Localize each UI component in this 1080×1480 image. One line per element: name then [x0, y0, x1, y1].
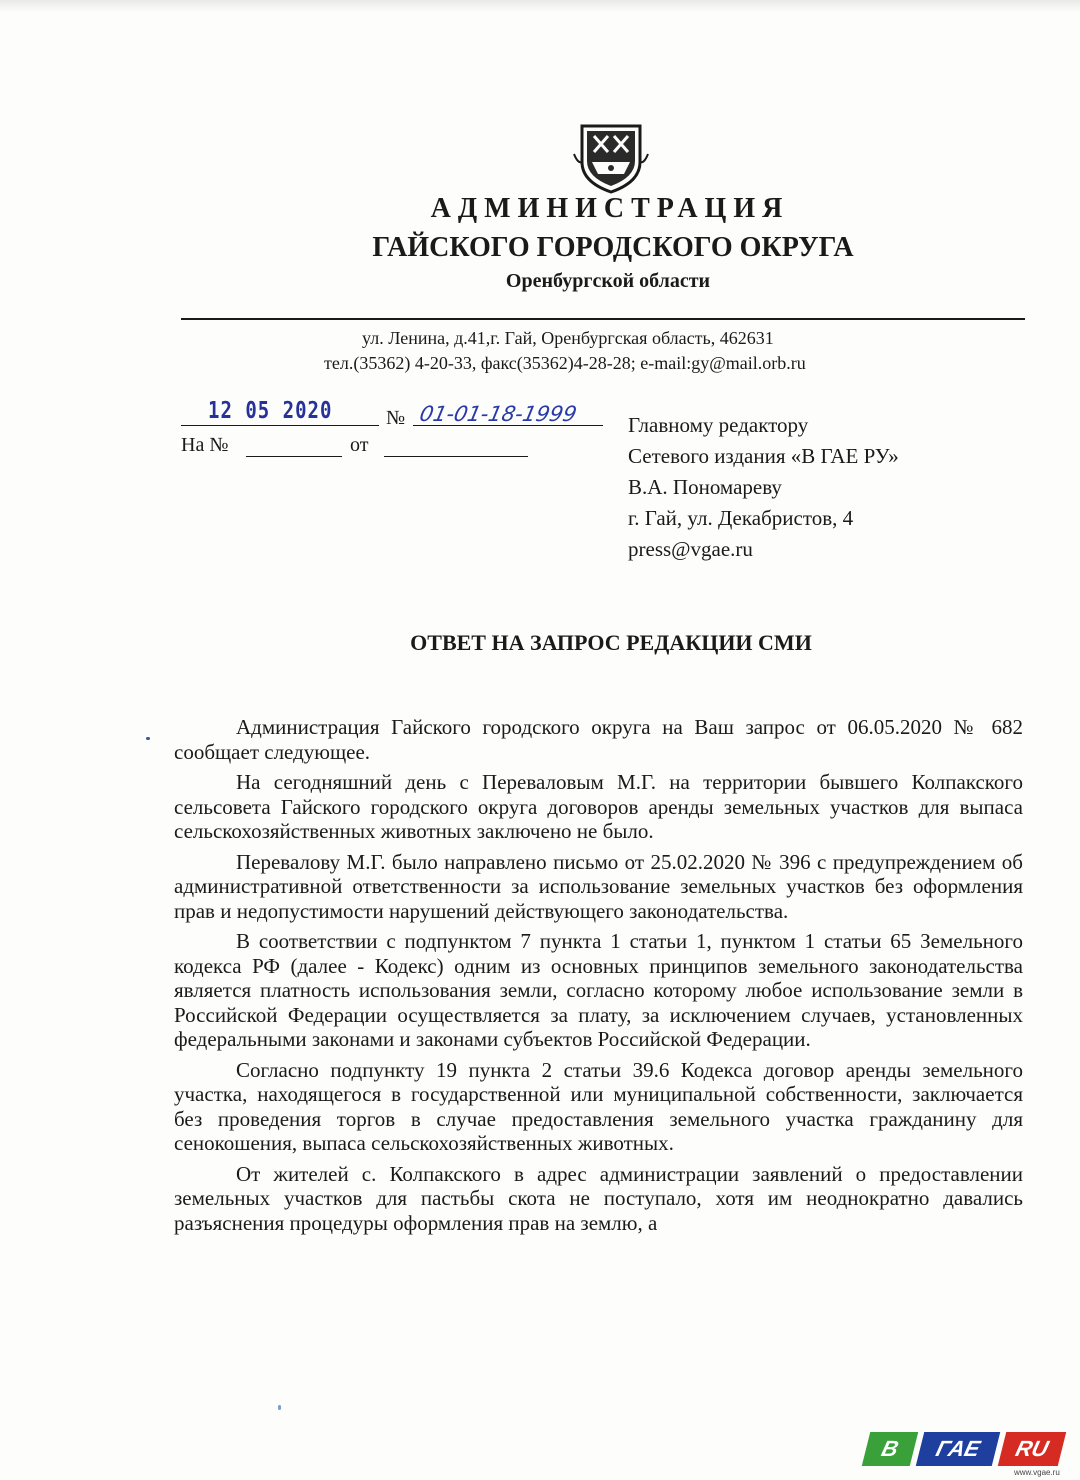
registration-number: 01-01-18-1999 [417, 402, 579, 426]
site-watermark [860, 1432, 1066, 1470]
reply-date-line [384, 434, 528, 457]
date-stamp: 12 05 2020 [208, 397, 333, 425]
recipient-line: В.А. Пономареву [628, 475, 782, 499]
org-name: ГАЙСКОГО ГОРОДСКОГО ОКРУГА [372, 232, 854, 263]
document-title: ОТВЕТ НА ЗАПРОС РЕДАКЦИИ СМИ [410, 630, 812, 655]
scan-edge [0, 0, 1080, 12]
scan-speck [146, 737, 150, 740]
letter-body [174, 715, 1023, 1241]
body-paragraph: Перевалову М.Г. было направлено письмо от 25.02.2020 № 396 с предупреждением об административной ответственности за использование земельных участков без оформления прав и недопустимости нарушений действующего законодательства. [174, 849, 1023, 923]
body-paragraph: Администрация Гайского городского округа на Ваш запрос от 06.05.2020 № 682 сообщает следующее. [174, 715, 1023, 764]
watermark-green-box: В [862, 1432, 918, 1466]
reply-number-label: На № [181, 434, 229, 456]
recipient-line: Главному редактору [628, 413, 809, 437]
recipient-line: Сетевого издания «В ГАЕ РУ» [628, 444, 899, 468]
number-label: № [386, 407, 406, 429]
contact-line: тел.(35362) 4-20-33, факс(35362)4-28-28; e-mail:gy@mail.orb.ru [324, 353, 806, 373]
address-line: ул. Ленина, д.41,г. Гай, Оренбургская область, 462631 [362, 328, 774, 348]
header-divider [181, 318, 1025, 320]
body-paragraph: В соответствии с подпунктом 7 пункта 1 статьи 1, пунктом 1 статьи 65 Земельного кодекса РФ (далее - Кодекс) одним из основных принципов земельного законодательства является платность использования земли, согласно которому любое использование земли в Российской Федерации осуществляется за плату, за исключением случаев, установленных федеральными законами и законами субъектов Российской Федерации. [174, 929, 1023, 1051]
reply-from-label: от [350, 434, 369, 456]
body-paragraph: На сегодняшний день с Переваловым М.Г. на территории бывшего Колпакского сельсовета Гайского городского округа договоров аренды земельных участков для выпаса сельскохозяйственных животных заключено не было. [174, 770, 1023, 843]
org-region: Оренбургской области [505, 270, 711, 292]
recipient-line: г. Гай, ул. Декабристов, 4 [628, 506, 854, 530]
recipient-block [628, 410, 899, 565]
body-paragraph: Согласно подпункту 19 пункта 2 статьи 39.6 Кодекса договор аренды земельного участка, находящегося в государственной или муниципальной собственности, заключается без проведения торгов в случае предоставления земельного участка гражданину для сенокошения, выпаса сельскохозяйственных животных. [174, 1057, 1023, 1155]
watermark-blue-box: ГАЕ [916, 1432, 1000, 1466]
org-title: АДМИНИСТРАЦИЯ [430, 193, 790, 224]
watermark-site: www.vgae.ru [1014, 1468, 1060, 1477]
recipient-email: press@vgae.ru [628, 537, 753, 561]
scan-speck [278, 1405, 281, 1410]
watermark-red-box: RU [998, 1432, 1066, 1466]
body-paragraph: От жителей с. Колпакского в адрес администрации заявлений о предоставлении земельных участков для пастьбы скота не поступало, хотя им неоднократно давались разъяснения процедуры оформления прав на землю, а [174, 1161, 1023, 1235]
reply-number-line [246, 434, 342, 457]
coat-of-arms-icon [572, 124, 650, 194]
